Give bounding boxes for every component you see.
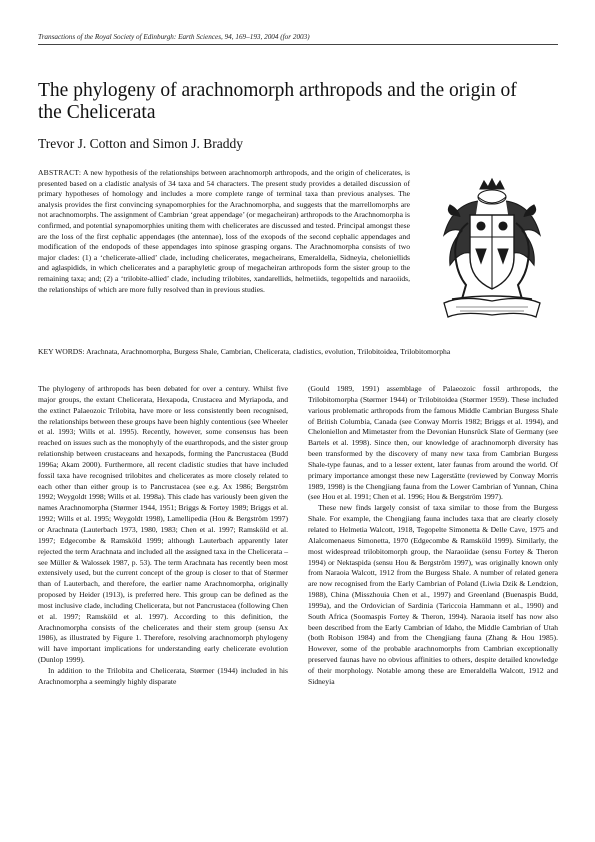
abstract	[38, 168, 410, 295]
keywords-label: KEY WORDS:	[38, 347, 85, 356]
header-rule	[38, 44, 558, 45]
abstract-label: ABSTRACT:	[38, 168, 82, 177]
body-paragraph: These new finds largely consist of taxa similar to those from the Burgess Shale. For example, the Chengjiang fauna includes taxa that are clearly closely related to Helmetia Walcott, 1918, Tegopelte Simonetta & Delle Cave, 1975 and Alalcomenaeus Simonetta, 1970 (Edgecombe & Ramsköld 1999). Similarly, the most widespread trilobitomorph group, the Naraoiidae (sensu Fortey & Theron 1994) or Nektaspida (sensu Hou & Bergström 1997), was originally known only from Naraoia Walcott, 1912 from the Burgess Shale. A number of related genera are now recognised from the Early Cambrian of Poland (Liwia Dzik & Lendzion, 1988), China (Misszhouia Chen et al., 1997) and Greenland (Buenaspis Budd, 1999a), and the Ordovician of Sardinia (Tariccoia Hammann et al., 1990) and South Africa (Soomaspis Fortey & Theron, 1994). Naraoia itself has now also been described from the Early Cambrian of Idaho, the Middle Cambrian of Utah (both Robison 1984) and from the Chengjiang fauna (Zhang & Hou 1985). However, some of the probable arachnomorphs from Cambrian exceptionally preserved faunas have no obvious affinities to others, despite detailed knowledge of their morphology. Notable among these are Emeraldella Walcott, 1912 and Sidneyia	[308, 503, 558, 686]
body-paragraph: (Gould 1989, 1991) assemblage of Palaeozoic fossil arthropods, the Trilobitomorpha (Størmer 1944) or Trilobitoidea (Størmer 1959). These included various problematic arthropods from the famous Middle Cambrian Burgess Shale of British Columbia, Canada (see Conway Morris 1982; Briggs et al. 1994), and Cheloniellon and Mimetaster from the Devonian Hunsrück Slate of Germany (see Bartels et al. 1998). Since then, our knowledge of arachnomorph diversity has been transformed by the discovery of many new taxa from Cambrian Burgess Shale-type faunas, and to a lesser extent, later faunas from around the world. Of primary importance amongst these new Lagerstätte (reviewed by Conway Morris 1989, 1998) is the Chengjiang fauna from the Lower Cambrian of Yunnan, China (see Hou et al. 1991; Chen et al. 1996; Hou & Bergström 1997).	[308, 384, 558, 502]
body-paragraph: The phylogeny of arthropods has been debated for over a century. Whilst five major groups, the extant Chelicerata, Hexapoda, Crustacea and Myriapoda, and the extinct Palaeozoic Trilobita, have more or less consistently been recognised, the relationships between these groups have been highly contentious (see Wheeler et al. 1993; Wills et al. 1995). Recently, however, some consensus has been reached on issues such as the monophyly of the euarthropods, and the sister group relationship between crustaceans and hexapods, forming the Pancrustacea (Budd 1996a; Akam 2000). Furthermore, all recent cladistic studies that have included fossil taxa have recognised trilobites and chelicerates as more closely related to each other than either group is to Pancrustacea (see e.g. Ax 1986; Bergström 1992; Weygoldt 1998; Wills et al. 1998a). This clade has variously been given the names Arachnomorpha (Størmer 1944, 1951; Briggs & Fortey 1989; Briggs et al. 1992; Wills et al. 1995; Weygoldt 1998), Lamellipedia (Hou & Bergström 1997) or Arachnata (Lauterbach 1973, 1980, 1983; Chen et al. 1997; Ramsköld et al. 1997; Edgecombe & Ramsköld 1999; although Lauterbach apparently later rejected the term Arachnata and included all the assigned taxa in the Chelicerata – see Müller & Walossek 1987, p. 53). The term Arachnata has recently been most extensively used, but the current concept of the group is closer to that of Størmer than of Lauterbach, and therefore, the earlier name Arachnomorpha, originally proposed by Heider (1913), is preferred here. This group can be defined as the most inclusive clade, including Chelicerata, but not Pancrustacea (following Chen et al. 1997; Ramsköld et al. 1997). According to this definition, the Arachnomorpha consists of the chelicerates and their stem group (sensu Ax 1986), as illustrated by Figure 1. Therefore, resolving arachnomorph phylogeny will have important implications for understanding early chelicerate evolution (Dunlop 1999).	[38, 384, 288, 665]
body-paragraph: In addition to the Trilobita and Chelicerata, Størmer (1944) included in his Arachnomorpha a seemingly highly disparate	[38, 665, 288, 686]
body-column-right	[308, 384, 558, 688]
body-column-left	[38, 384, 288, 688]
royal-society-of-edinburgh-crest-icon	[422, 175, 562, 340]
abstract-text: A new hypothesis of the relationships between arachnomorph arthropods, and the origin of chelicerates, is presented based on a cladistic analysis of 34 taxa and 54 characters. The present study provides a detailed discussion of primary hypotheses of homology and includes a more complete range of terminal taxa than previous analyses. The analysis provides the first convincing synapomorphies for the Arachnomorpha, and suggests that the marrellomorphs are not arachnomorphs. The assignment of Cambrian ‘great appendage’ (or megacheiran) arthropods to the Arachnomorpha is confirmed, and potential synapomorphies uniting them with chelicerates are discussed and tested. Principal amongst these are the loss of the first cephalic appendages (the antennae), loss of the exopods of the second cephalic appendages and modification of the endopods of these appendages into spinose grasping organs. The Arachnomorpha consists of two major clades: (1) a ‘chelicerate-allied’ clade, including chelicerates, megacheirans, Emeraldella, Sidneyia, cheloniellids and aglaspidids, in which chelicerates and a paraphyletic group of megacheiran arthropods form the sister group to the remaining taxa; and; (2) a ‘trilobite-allied’ clade, including trilobites, xandarellids, helmetiids, tegopeltids and naraoiids, the relationships of which are more fully resolved than in previous studies.	[38, 168, 410, 294]
keywords-text: Arachnata, Arachnomorpha, Burgess Shale, Cambrian, Chelicerata, cladistics, evolution, Trilobitoidea, Trilobitomorpha	[86, 347, 451, 356]
keywords	[38, 347, 558, 358]
running-head: Transactions of the Royal Society of Edinburgh: Earth Sciences, 94, 169–193, 2004 (for 2003)	[38, 33, 310, 41]
article-title: The phylogeny of arachnomorph arthropods and the origin of the Chelicerata	[38, 80, 517, 123]
article-authors: Trevor J. Cotton and Simon J. Braddy	[38, 136, 244, 151]
